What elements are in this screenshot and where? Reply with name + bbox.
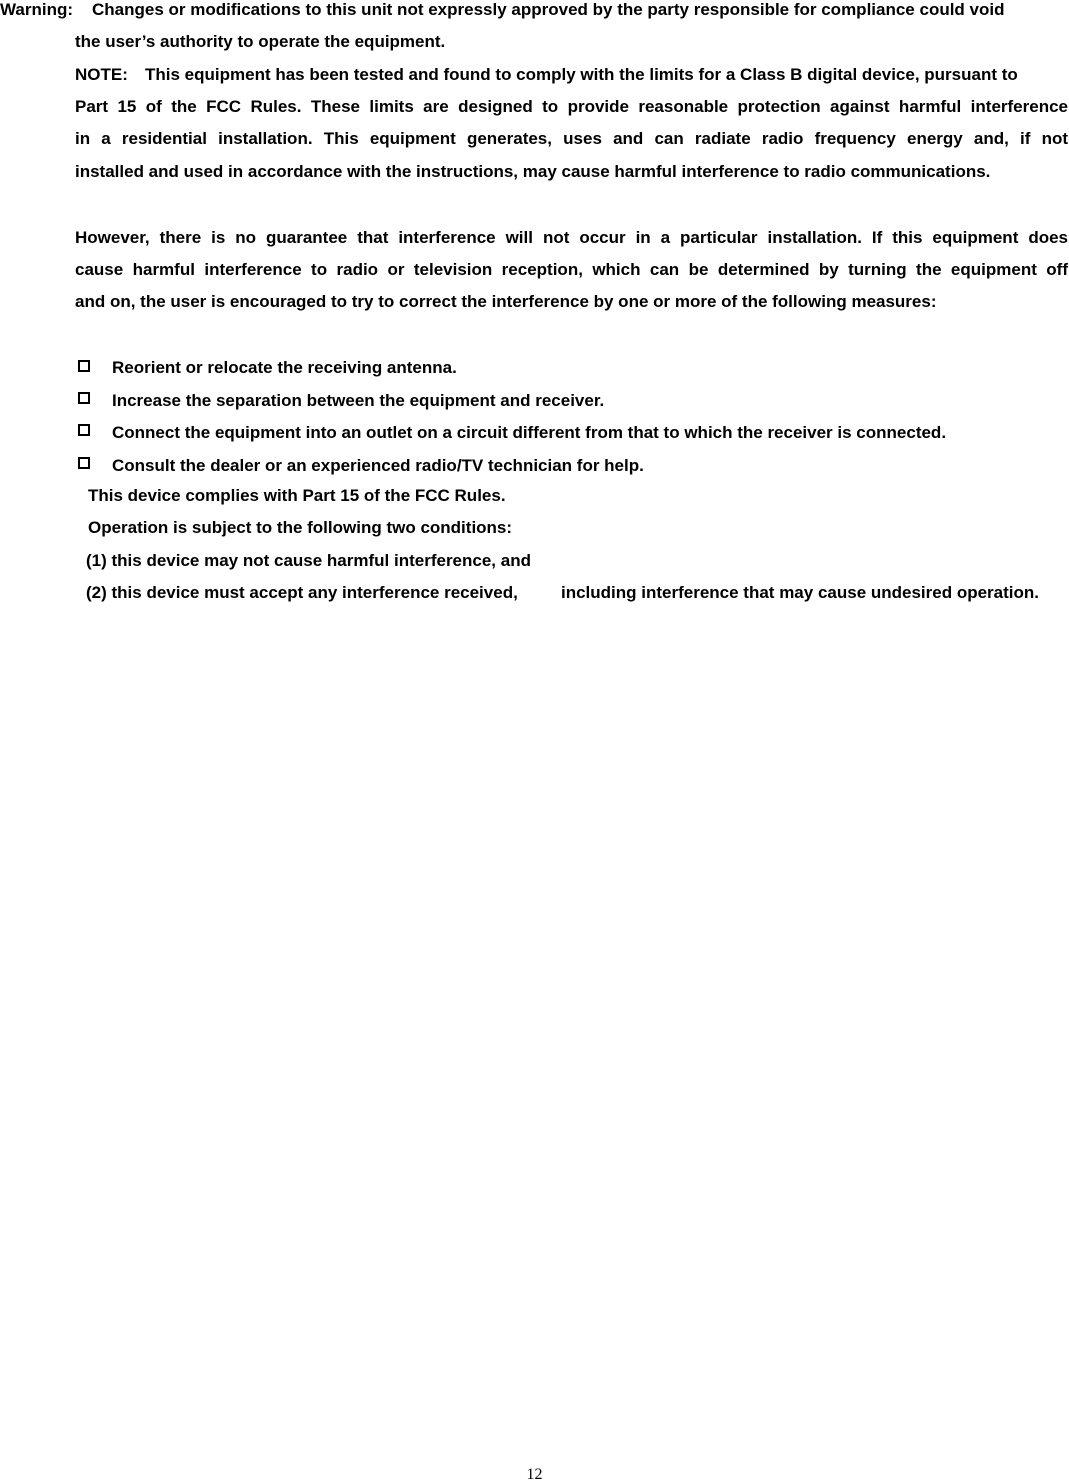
compliance-line-1: This device complies with Part 15 of the FCC Rules.: [88, 486, 506, 505]
note-text-line-3: in a residential installation. This equipment generates, uses and can radiate radio frequency energy and, if not: [75, 129, 1068, 148]
measure-item: Reorient or relocate the receiving antenna.: [112, 358, 457, 377]
checkbox-square-icon: [78, 360, 90, 372]
note-text-line-4: installed and used in accordance with the instructions, may cause harmful interference to radio communications.: [75, 162, 991, 181]
condition-2-part-1: (2) this device must accept any interference received,: [86, 583, 518, 602]
warning-text-line-1: Changes or modifications to this unit not expressly approved by the party responsible for compliance could void: [92, 0, 1005, 19]
condition-1: (1) this device may not cause harmful interference, and: [86, 551, 531, 570]
page-number: 12: [526, 1466, 543, 1483]
however-text-line-2: cause harmful interference to radio or television reception, which can be determined by turning the equipment off: [75, 260, 1068, 279]
measure-item: Consult the dealer or an experienced radio/TV technician for help.: [112, 456, 644, 475]
note-text-line-1: This equipment has been tested and found to comply with the limits for a Class B digital device, pursuant to: [145, 65, 1018, 84]
measure-item: Connect the equipment into an outlet on a circuit different from that to which the receiver is connected.: [112, 423, 947, 442]
however-text-line-3: and on, the user is encouraged to try to correct the interference by one or more of the following measures:: [75, 292, 937, 311]
checkbox-square-icon: [78, 424, 90, 436]
condition-2-part-2: including interference that may cause undesired operation.: [561, 583, 1040, 602]
however-text-line-1: However, there is no guarantee that interference will not occur in a particular installation. If this equipment does: [75, 228, 1068, 247]
measure-item: Increase the separation between the equipment and receiver.: [112, 391, 605, 410]
warning-label: Warning:: [0, 0, 74, 19]
note-text-line-2: Part 15 of the FCC Rules. These limits are designed to provide reasonable protection against harmful interference: [75, 97, 1068, 116]
warning-text-line-2: the user’s authority to operate the equipment.: [75, 32, 446, 51]
compliance-line-2: Operation is subject to the following two conditions:: [88, 518, 513, 537]
note-label: NOTE:: [75, 65, 128, 84]
checkbox-square-icon: [78, 457, 90, 469]
checkbox-square-icon: [78, 392, 90, 404]
